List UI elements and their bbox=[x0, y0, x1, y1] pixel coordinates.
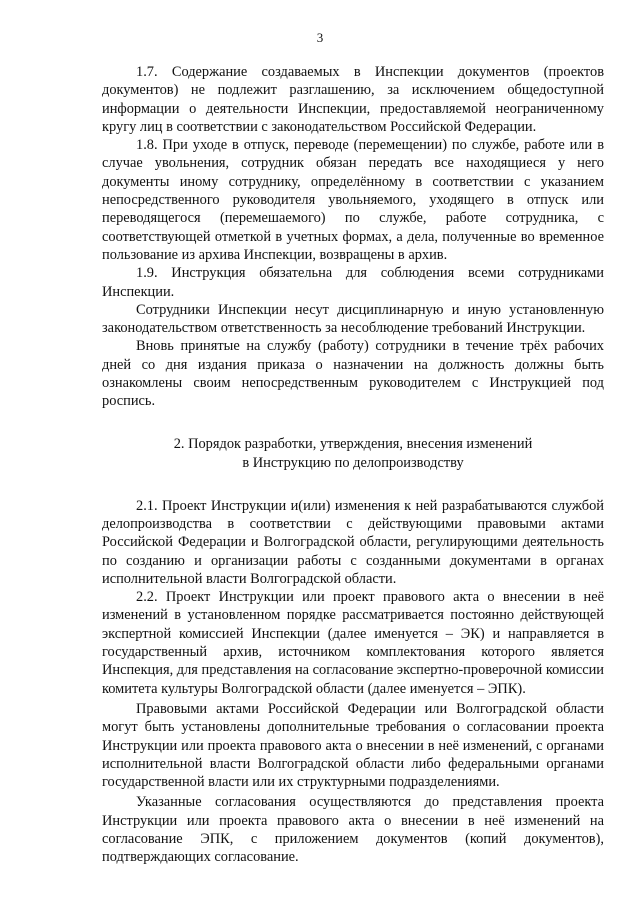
paragraph-2-2: 2.2. Проект Инструкции или проект правового акта о внесении в неё изменений в установленном порядке рассматривается постоянно действующей экспертной комиссией Инспекции (далее именуется – ЭК) и направляется в государственный архив, источником комплектования которого является Инспекция, для представления на согласование экспертно-проверочной комиссии комитета культуры Волгоградской области (далее именуется – ЭПК). bbox=[102, 589, 604, 697]
section-heading bbox=[102, 435, 604, 473]
page-number: 3 bbox=[316, 30, 324, 45]
paragraph-1-8: 1.8. При уходе в отпуск, переводе (перемещении) по службе, работе или в случае увольнения, сотрудник обязан передать все находящиеся у него документы иному сотруднику, определённому в соответствии с указанием непосредственного руководителя увольняемого, уходящего в отпуск или переводящегося (перемешаемого) по службе, работе сотрудника, с соответствующей отметкой в учетных формах, а дела, полученные во временное пользование из архива Инспекции, возвращены в архив. bbox=[102, 137, 604, 263]
section-heading-line-2: в Инструкцию по делопроизводству bbox=[242, 454, 464, 471]
paragraph-1-9: 1.9. Инструкция обязательна для соблюдения всеми сотрудниками Инспекции. bbox=[102, 265, 604, 300]
paragraph-responsibility: Сотрудники Инспекции несут дисциплинарную и иную установленную законодательством ответственность за несоблюдение требований Инструкции. bbox=[102, 301, 604, 337]
paragraph-new-employees: Вновь принятые на службу (работу) сотрудники в течение трёх рабочих дней со дня издания приказа о назначении на должность должны быть ознакомлены своим непосредственным руководителем с Инструкцией под роспись. bbox=[102, 338, 604, 410]
section-heading-line-1: 2. Порядок разработки, утверждения, внесения изменений bbox=[173, 435, 533, 452]
document-body bbox=[102, 63, 604, 867]
paragraph-additional-requirements: Правовыми актами Российской Федерации или Волгоградской области могут быть установлены дополнительные требования о согласовании проекта Инструкции или проекта правового акта о внесении в неё изменений, с органами исполнительной власти Волгоградской области либо федеральными органами государственной власти или их структурными подразделениями. bbox=[102, 700, 604, 791]
paragraph-1-7: 1.7. Содержание создаваемых в Инспекции документов (проектов документов) не подлежит разглашению, за исключением общедоступной информации о деятельности Инспекции, предоставляемой неограниченному кругу лиц в соответствии с законодательством Российской Федерации. bbox=[102, 64, 604, 135]
paragraph-2-1: 2.1. Проект Инструкции и(или) изменения к ней разрабатываются службой делопроизводства в соответствии с действующими правовыми актами Российской Федерации и Волгоградской области, регулирующими деятельность по созданию и организации работы с созданными документами в органах исполнительной власти Волгоградской области. bbox=[102, 497, 604, 587]
paragraph-approvals: Указанные согласования осуществляются до представления проекта Инструкции или проекта правового акта о внесении в неё изменений на согласование ЭПК, с приложением документов (копий документов), подтверждающих согласование. bbox=[102, 794, 604, 866]
